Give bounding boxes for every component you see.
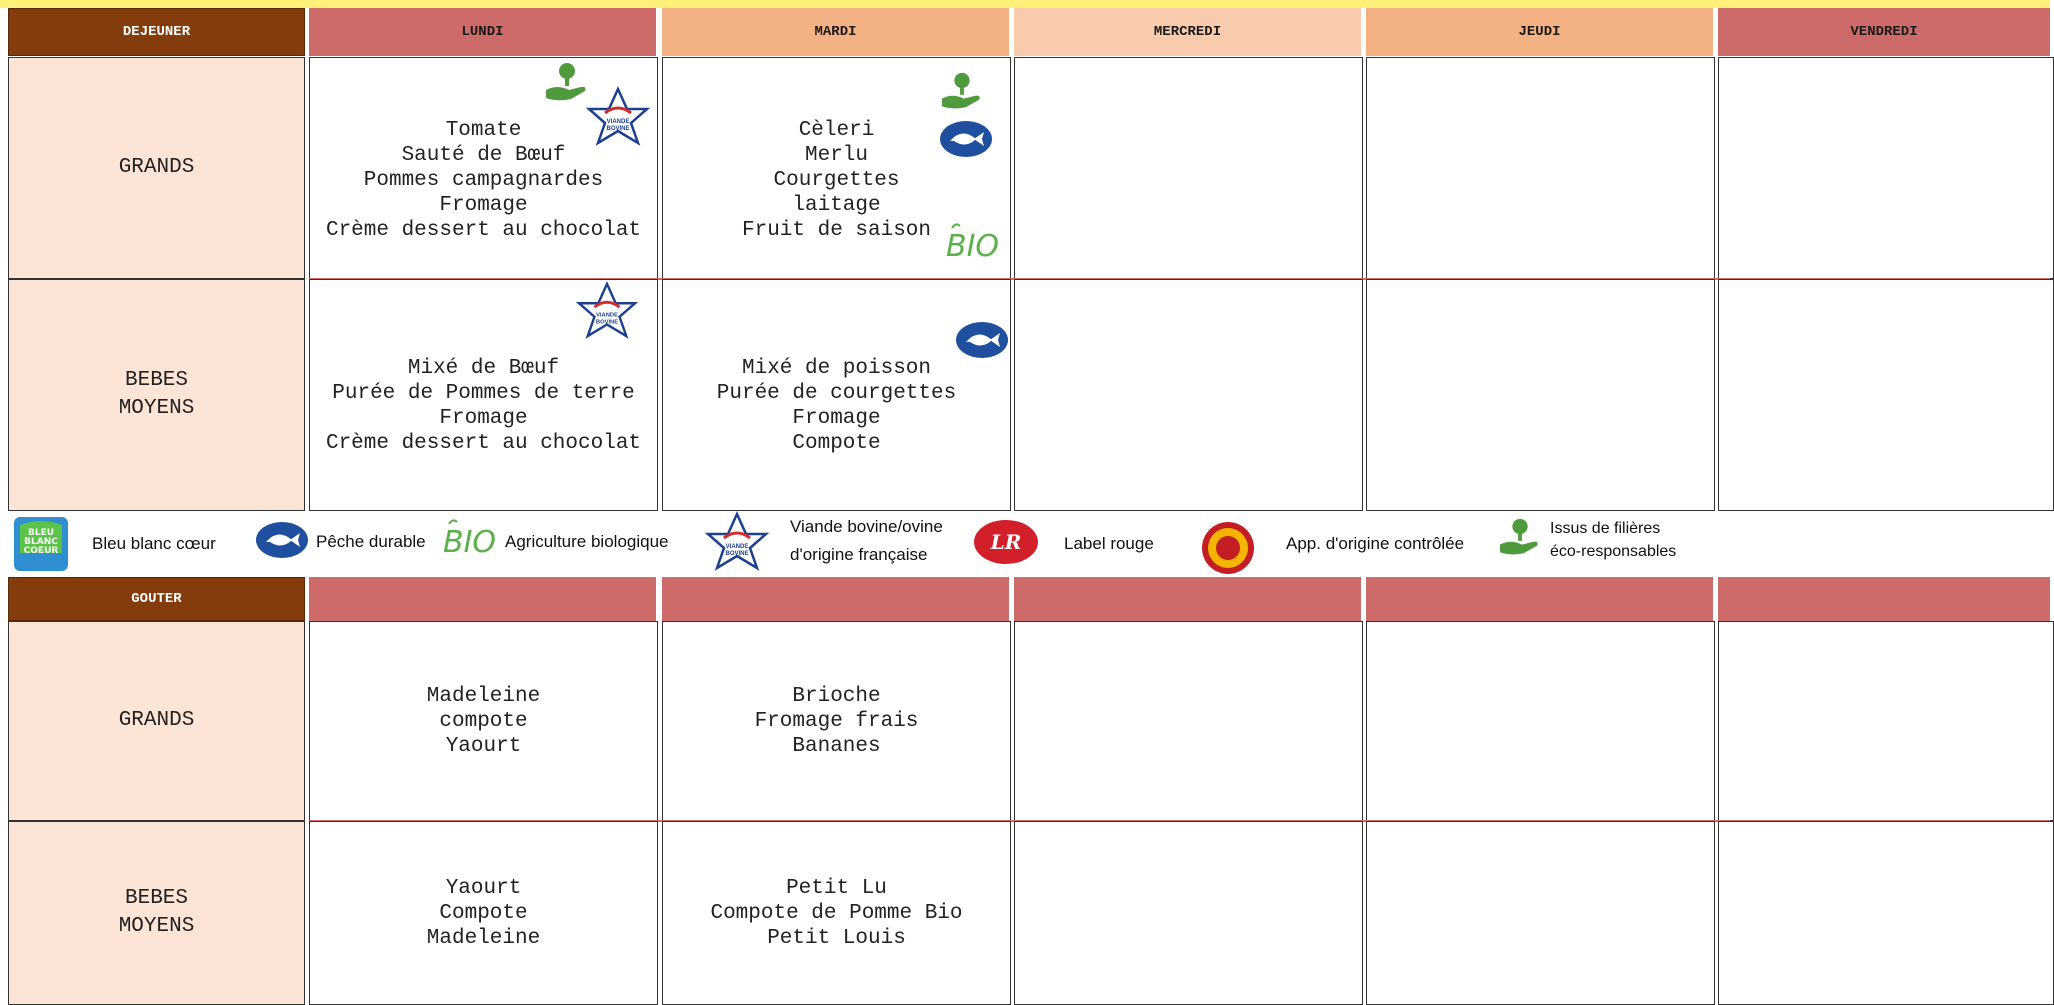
- eco-responsable-icon: [543, 60, 591, 104]
- dejeuner-grands-vendredi: [1718, 57, 2054, 279]
- menu-item: compote: [439, 709, 528, 733]
- dejeuner-bebes-mercredi: [1014, 279, 1363, 511]
- menu-item: Mixé de poisson: [741, 357, 932, 380]
- menu-item: Purée de Pommes de terre: [332, 382, 635, 405]
- menu-item: Compote: [439, 902, 528, 925]
- menu-item: Crème dessert au chocolat: [325, 432, 642, 455]
- legend-label-rouge: Label rouge: [1064, 534, 1154, 553]
- menu-item: Fromage frais: [754, 709, 919, 733]
- label-rouge-icon: [972, 518, 1040, 566]
- menu-item: Crème dessert au chocolat: [325, 218, 642, 242]
- svg-text:VIANDE: VIANDE: [606, 119, 630, 125]
- menu-item: Fromage: [439, 193, 528, 217]
- menu-item: Brioche: [792, 684, 881, 708]
- header-mardi: MARDI: [662, 8, 1009, 56]
- viande-bovine-francaise-icon: [706, 512, 768, 570]
- svg-text:LR: LR: [990, 530, 1022, 554]
- header-jeudi: JEUDI: [1366, 8, 1713, 56]
- svg-text:BLEU: BLEU: [27, 528, 55, 538]
- menu-item: Purée de courgettes: [716, 382, 957, 405]
- menu-item: Cèleri: [798, 118, 875, 142]
- peche-durable-icon: [954, 320, 1010, 360]
- gouter-grands-mardi: [662, 621, 1011, 821]
- eco-responsable-icon: [1496, 516, 1544, 558]
- svg-text:BOVINE: BOVINE: [725, 551, 749, 557]
- svg-text:VIANDE: VIANDE: [725, 544, 749, 550]
- viande-bovine-francaise-icon: [587, 87, 649, 145]
- menu-item: Yaourt: [445, 734, 522, 758]
- dejeuner-bebes-label: [8, 279, 305, 511]
- header-vendredi: VENDREDI: [1718, 8, 2050, 56]
- top-band: [0, 0, 2050, 8]
- menu-item: Yaourt: [445, 877, 522, 900]
- svg-text:BOVINE: BOVINE: [595, 319, 619, 326]
- gouter-bebes-mercredi: [1014, 821, 1363, 1005]
- dejeuner-bebes-jeudi: [1366, 279, 1715, 511]
- legend-bleu-blanc-coeur: Bleu blanc cœur: [92, 534, 216, 553]
- menu-item: Petit Louis: [767, 927, 906, 950]
- svg-text:COEUR: COEUR: [23, 546, 59, 556]
- dejeuner-grands-jeudi: [1366, 57, 1715, 279]
- svg-text:BOVINE: BOVINE: [606, 126, 630, 132]
- gouter-bebes-mardi: [662, 821, 1011, 1005]
- gouter-header-vendredi: [1718, 577, 2050, 621]
- dejeuner-grands-label: [8, 57, 305, 279]
- menu-item: Fruit de saison: [741, 218, 932, 242]
- gouter-grands-vendredi: [1718, 621, 2054, 821]
- gouter-grands-lundi: [309, 621, 658, 821]
- legend-viande-line2: d'origine française: [790, 545, 928, 564]
- menu-item: Compote de Pomme Bio: [710, 902, 963, 925]
- menu-item: Courgettes: [773, 168, 900, 192]
- menu-item: Madeleine: [426, 684, 541, 708]
- menu-item: Petit Lu: [786, 877, 887, 900]
- aoc-icon: [1200, 520, 1256, 576]
- bebes-label-line1: BEBES: [124, 887, 188, 910]
- menu-item: Fromage: [439, 407, 528, 430]
- legend-eco-line2: éco-responsables: [1550, 543, 1677, 560]
- dejeuner-bebes-mardi: [662, 279, 1011, 511]
- gouter-grands-label: [8, 621, 305, 821]
- bebes-label-line2: MOYENS: [118, 397, 195, 420]
- dejeuner-bebes-vendredi: [1718, 279, 2054, 511]
- eco-responsable-icon: [938, 70, 986, 112]
- svg-text:BIO: BIO: [443, 525, 497, 560]
- header-lundi: LUNDI: [309, 8, 656, 56]
- gouter-bebes-vendredi: [1718, 821, 2054, 1005]
- svg-text:VIANDE: VIANDE: [596, 312, 618, 319]
- gouter-header: GOUTER: [8, 577, 305, 621]
- legend-aoc: App. d'origine contrôlée: [1286, 534, 1465, 553]
- menu-item: Pommes campagnardes: [363, 168, 604, 192]
- gouter-header-mardi: [662, 577, 1009, 621]
- bio-icon: [944, 222, 1000, 264]
- bio-icon: [440, 518, 497, 560]
- legend-eco-line1: Issus de filières: [1550, 520, 1661, 537]
- legend-peche-durable: Pêche durable: [316, 532, 426, 551]
- menu-item: Compote: [792, 432, 881, 455]
- menu-item: Merlu: [804, 143, 868, 167]
- grands-label-text: GRANDS: [118, 156, 195, 179]
- peche-durable-icon: [938, 119, 994, 159]
- bebes-label-line2: MOYENS: [118, 915, 195, 938]
- menu-item: Sauté de Bœuf: [401, 143, 566, 167]
- menu-item: Mixé de Bœuf: [407, 357, 560, 380]
- menu-item: laitage: [792, 193, 881, 217]
- gouter-header-mercredi: [1014, 577, 1361, 621]
- dejeuner-grands-mercredi: [1014, 57, 1363, 279]
- bebes-label-line1: BEBES: [124, 369, 188, 392]
- dejeuner-header: DEJEUNER: [8, 8, 305, 56]
- svg-text:BIO: BIO: [946, 229, 1000, 264]
- legend-viande-line1: Viande bovine/ovine: [790, 517, 943, 536]
- gouter-grands-jeudi: [1366, 621, 1715, 821]
- peche-durable-icon: [254, 520, 310, 560]
- gouter-bebes-jeudi: [1366, 821, 1715, 1005]
- gouter-bebes-label: [8, 821, 305, 1005]
- viande-bovine-francaise-icon: [576, 282, 638, 338]
- gouter-bebes-lundi: [309, 821, 658, 1005]
- svg-text:BLANC: BLANC: [24, 537, 58, 547]
- gouter-grands-mercredi: [1014, 621, 1363, 821]
- gouter-header-jeudi: [1366, 577, 1713, 621]
- legend-bio: Agriculture biologique: [505, 532, 669, 551]
- menu-item: Madeleine: [426, 927, 541, 950]
- grands-label-text: GRANDS: [118, 709, 195, 732]
- menu-item: Bananes: [792, 734, 881, 758]
- menu-item: Tomate: [445, 118, 522, 142]
- gouter-header-lundi: [309, 577, 656, 621]
- header-mercredi: MERCREDI: [1014, 8, 1361, 56]
- bleu-blanc-coeur-icon: [12, 515, 70, 573]
- menu-item: Fromage: [792, 407, 881, 430]
